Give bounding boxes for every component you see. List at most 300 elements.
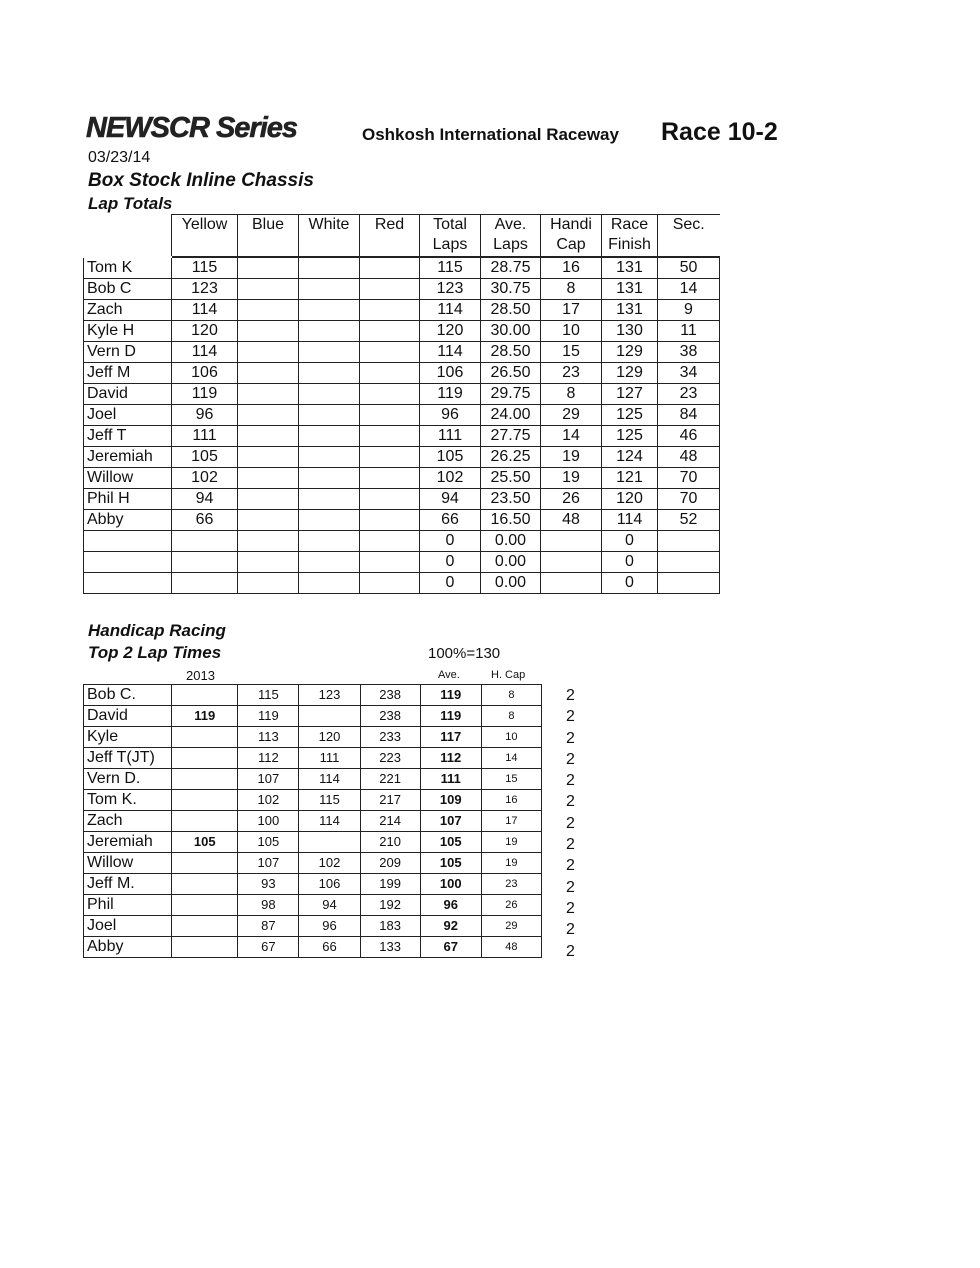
cell-lap2: 96 bbox=[299, 916, 360, 937]
cell-finish: 131 bbox=[602, 279, 658, 300]
cell-ave: 29.75 bbox=[481, 384, 541, 405]
cell-red bbox=[360, 510, 420, 531]
cell-name bbox=[84, 573, 172, 594]
cell-ave: 28.50 bbox=[481, 342, 541, 363]
cell-total: 119 bbox=[420, 384, 481, 405]
cell-ave: 26.50 bbox=[481, 363, 541, 384]
cell-name: Jeremiah bbox=[84, 832, 172, 853]
cell-finish: 129 bbox=[602, 342, 658, 363]
cell-name: Kyle H bbox=[84, 321, 172, 342]
cell-lap2 bbox=[299, 832, 360, 853]
table-row bbox=[84, 257, 720, 279]
cell-name: Jeff M. bbox=[84, 874, 172, 895]
cell-name bbox=[84, 552, 172, 573]
race-count: 2 bbox=[566, 687, 575, 704]
cell-lap2: 114 bbox=[299, 811, 360, 832]
cell-white bbox=[299, 405, 360, 426]
cell-ave: 28.50 bbox=[481, 300, 541, 321]
cell-lap1: 107 bbox=[238, 769, 299, 790]
cell-ave: 119 bbox=[420, 706, 481, 727]
cell-red bbox=[360, 321, 420, 342]
cell-total: 233 bbox=[360, 727, 420, 748]
cell-ave: 109 bbox=[420, 790, 481, 811]
top-2-lap-times-heading: Top 2 Lap Times bbox=[88, 643, 222, 662]
cell-lap1: 107 bbox=[238, 853, 299, 874]
cell-ave: 96 bbox=[420, 895, 481, 916]
cell-y2013 bbox=[172, 727, 238, 748]
table-row bbox=[84, 937, 542, 958]
cell-handicap: 14 bbox=[541, 426, 602, 447]
cell-lap2: 111 bbox=[299, 748, 360, 769]
cell-hcap: 26 bbox=[481, 895, 541, 916]
cell-total: 115 bbox=[420, 257, 481, 279]
cell-handicap: 16 bbox=[541, 257, 602, 279]
cell-finish: 125 bbox=[602, 405, 658, 426]
cell-yellow: 102 bbox=[172, 468, 238, 489]
cell-red bbox=[360, 257, 420, 279]
cell-blue bbox=[238, 342, 299, 363]
table-row bbox=[84, 342, 720, 363]
lap-totals-heading: Lap Totals bbox=[88, 194, 173, 213]
cell-name: Phil bbox=[84, 895, 172, 916]
cell-total: 66 bbox=[420, 510, 481, 531]
cell-name: Tom K. bbox=[84, 790, 172, 811]
cell-y2013 bbox=[172, 895, 238, 916]
cell-name: Jeff T(JT) bbox=[84, 748, 172, 769]
cell-white bbox=[299, 279, 360, 300]
race-count-column bbox=[566, 685, 575, 962]
table-row bbox=[84, 706, 542, 727]
cell-blue bbox=[238, 300, 299, 321]
cell-yellow: 114 bbox=[172, 342, 238, 363]
cell-blue bbox=[238, 468, 299, 489]
table-row bbox=[84, 552, 720, 573]
cell-y2013 bbox=[172, 916, 238, 937]
cell-sec: 9 bbox=[658, 300, 720, 321]
cell-yellow: 119 bbox=[172, 384, 238, 405]
cell-finish: 129 bbox=[602, 363, 658, 384]
cell-yellow bbox=[172, 573, 238, 594]
cell-lap2: 123 bbox=[299, 685, 360, 706]
cell-red bbox=[360, 342, 420, 363]
cell-handicap bbox=[541, 573, 602, 594]
cell-name: Joel bbox=[84, 916, 172, 937]
cell-total: 0 bbox=[420, 552, 481, 573]
cell-name: Vern D. bbox=[84, 769, 172, 790]
cell-white bbox=[299, 531, 360, 552]
cell-ave: 25.50 bbox=[481, 468, 541, 489]
cell-y2013 bbox=[172, 769, 238, 790]
cell-finish: 125 bbox=[602, 426, 658, 447]
cell-hcap: 29 bbox=[481, 916, 541, 937]
table-row bbox=[84, 531, 720, 552]
cell-y2013 bbox=[172, 811, 238, 832]
race-count: 2 bbox=[566, 772, 575, 790]
cell-total: 210 bbox=[360, 832, 420, 853]
cell-white bbox=[299, 342, 360, 363]
cell-hcap: 19 bbox=[481, 832, 541, 853]
cell-lap1: 102 bbox=[238, 790, 299, 811]
cell-handicap: 29 bbox=[541, 405, 602, 426]
cell-yellow: 111 bbox=[172, 426, 238, 447]
table-row bbox=[84, 853, 542, 874]
cell-blue bbox=[238, 531, 299, 552]
cell-ave: 105 bbox=[420, 832, 481, 853]
cell-red bbox=[360, 447, 420, 468]
cell-blue bbox=[238, 510, 299, 531]
cell-total: 123 bbox=[420, 279, 481, 300]
cell-white bbox=[299, 468, 360, 489]
cell-blue bbox=[238, 405, 299, 426]
cell-yellow: 66 bbox=[172, 510, 238, 531]
cell-yellow: 105 bbox=[172, 447, 238, 468]
cell-handicap: 17 bbox=[541, 300, 602, 321]
cell-lap1: 119 bbox=[238, 706, 299, 727]
race-count: 2 bbox=[566, 921, 575, 939]
hcap-label: H. Cap bbox=[491, 669, 526, 681]
cell-blue bbox=[238, 384, 299, 405]
header-ave-laps: Ave. Laps bbox=[481, 215, 541, 258]
table-row bbox=[84, 468, 720, 489]
table-row bbox=[84, 811, 542, 832]
cell-name: Jeff M bbox=[84, 363, 172, 384]
cell-blue bbox=[238, 426, 299, 447]
cell-sec: 70 bbox=[658, 468, 720, 489]
cell-yellow: 96 bbox=[172, 405, 238, 426]
cell-ave: 27.75 bbox=[481, 426, 541, 447]
cell-white bbox=[299, 300, 360, 321]
cell-handicap: 23 bbox=[541, 363, 602, 384]
cell-blue bbox=[238, 489, 299, 510]
cell-lap1: 112 bbox=[238, 748, 299, 769]
header-race-finish: Race Finish bbox=[602, 215, 658, 258]
cell-lap1: 113 bbox=[238, 727, 299, 748]
cell-name: Bob C. bbox=[84, 685, 172, 706]
cell-lap1: 100 bbox=[238, 811, 299, 832]
cell-red bbox=[360, 384, 420, 405]
table-row bbox=[84, 405, 720, 426]
cell-white bbox=[299, 447, 360, 468]
cell-hcap: 8 bbox=[481, 706, 541, 727]
cell-handicap: 8 bbox=[541, 384, 602, 405]
cell-sec: 23 bbox=[658, 384, 720, 405]
race-count: 2 bbox=[566, 857, 575, 875]
cell-lap1: 67 bbox=[238, 937, 299, 958]
cell-y2013 bbox=[172, 853, 238, 874]
race-count: 2 bbox=[566, 750, 575, 768]
cell-handicap: 19 bbox=[541, 447, 602, 468]
header-sec: Sec. bbox=[658, 215, 720, 258]
table-row bbox=[84, 279, 720, 300]
table-row bbox=[84, 790, 542, 811]
cell-y2013: 119 bbox=[172, 706, 238, 727]
cell-lap1: 87 bbox=[238, 916, 299, 937]
cell-ave: 23.50 bbox=[481, 489, 541, 510]
cell-ave: 30.75 bbox=[481, 279, 541, 300]
cell-finish: 0 bbox=[602, 552, 658, 573]
cell-name: Zach bbox=[84, 300, 172, 321]
race-count: 2 bbox=[566, 814, 575, 832]
race-count: 2 bbox=[566, 942, 575, 960]
cell-sec: 70 bbox=[658, 489, 720, 510]
cell-handicap bbox=[541, 552, 602, 573]
race-count: 2 bbox=[566, 836, 575, 854]
cell-sec: 48 bbox=[658, 447, 720, 468]
cell-ave: 0.00 bbox=[481, 552, 541, 573]
cell-lap2: 94 bbox=[299, 895, 360, 916]
header-white: White bbox=[299, 215, 360, 258]
cell-blue bbox=[238, 279, 299, 300]
race-date: 03/23/14 bbox=[88, 149, 151, 166]
header-blue: Blue bbox=[238, 215, 299, 258]
handicap-table bbox=[83, 684, 542, 958]
cell-total: 217 bbox=[360, 790, 420, 811]
table-row bbox=[84, 832, 542, 853]
cell-total: 238 bbox=[360, 706, 420, 727]
cell-handicap: 26 bbox=[541, 489, 602, 510]
cell-ave: 107 bbox=[420, 811, 481, 832]
cell-ave: 111 bbox=[420, 769, 481, 790]
cell-total: 199 bbox=[360, 874, 420, 895]
cell-sec: 50 bbox=[658, 257, 720, 279]
cell-red bbox=[360, 489, 420, 510]
lap-table-header bbox=[84, 215, 720, 258]
cell-red bbox=[360, 468, 420, 489]
cell-total: 114 bbox=[420, 342, 481, 363]
table-row bbox=[84, 321, 720, 342]
cell-white bbox=[299, 384, 360, 405]
cell-red bbox=[360, 426, 420, 447]
cell-finish: 121 bbox=[602, 468, 658, 489]
header-blank bbox=[84, 215, 172, 258]
cell-sec: 46 bbox=[658, 426, 720, 447]
cell-handicap bbox=[541, 531, 602, 552]
cell-name: Jeff T bbox=[84, 426, 172, 447]
cell-name: Jeremiah bbox=[84, 447, 172, 468]
cell-lap2: 120 bbox=[299, 727, 360, 748]
cell-handicap: 15 bbox=[541, 342, 602, 363]
cell-white bbox=[299, 489, 360, 510]
cell-y2013 bbox=[172, 685, 238, 706]
cell-lap1: 93 bbox=[238, 874, 299, 895]
scale-note: 100%=130 bbox=[428, 645, 501, 662]
cell-total: 94 bbox=[420, 489, 481, 510]
cell-total: 120 bbox=[420, 321, 481, 342]
cell-total: 221 bbox=[360, 769, 420, 790]
cell-hcap: 48 bbox=[481, 937, 541, 958]
cell-total: 0 bbox=[420, 573, 481, 594]
cell-total: 114 bbox=[420, 300, 481, 321]
cell-red bbox=[360, 552, 420, 573]
cell-name: David bbox=[84, 384, 172, 405]
cell-finish: 0 bbox=[602, 531, 658, 552]
cell-y2013 bbox=[172, 937, 238, 958]
cell-red bbox=[360, 573, 420, 594]
track-name: Oshkosh International Raceway bbox=[362, 125, 619, 144]
cell-total: 96 bbox=[420, 405, 481, 426]
table-row bbox=[84, 363, 720, 384]
cell-finish: 131 bbox=[602, 257, 658, 279]
race-class: Box Stock Inline Chassis bbox=[88, 170, 314, 191]
cell-sec: 38 bbox=[658, 342, 720, 363]
table-row bbox=[84, 300, 720, 321]
cell-lap2 bbox=[299, 706, 360, 727]
header-total-laps: Total Laps bbox=[420, 215, 481, 258]
cell-total: 192 bbox=[360, 895, 420, 916]
cell-ave: 112 bbox=[420, 748, 481, 769]
cell-name bbox=[84, 531, 172, 552]
cell-yellow: 114 bbox=[172, 300, 238, 321]
cell-finish: 131 bbox=[602, 300, 658, 321]
cell-finish: 0 bbox=[602, 573, 658, 594]
year-2013-label: 2013 bbox=[186, 668, 215, 683]
cell-name: Abby bbox=[84, 510, 172, 531]
table-row bbox=[84, 573, 720, 594]
cell-yellow: 94 bbox=[172, 489, 238, 510]
cell-total: 223 bbox=[360, 748, 420, 769]
cell-ave: 0.00 bbox=[481, 573, 541, 594]
table-row bbox=[84, 510, 720, 531]
cell-lap1: 105 bbox=[238, 832, 299, 853]
series-title: NEWSCR Series bbox=[86, 112, 298, 144]
cell-hcap: 17 bbox=[481, 811, 541, 832]
table-row bbox=[84, 426, 720, 447]
cell-handicap: 10 bbox=[541, 321, 602, 342]
cell-handicap: 8 bbox=[541, 279, 602, 300]
cell-name: Bob C bbox=[84, 279, 172, 300]
cell-lap2: 66 bbox=[299, 937, 360, 958]
table-row bbox=[84, 916, 542, 937]
cell-sec: 14 bbox=[658, 279, 720, 300]
cell-yellow bbox=[172, 552, 238, 573]
table-row bbox=[84, 748, 542, 769]
cell-name: Willow bbox=[84, 468, 172, 489]
cell-name: David bbox=[84, 706, 172, 727]
cell-name: Phil H bbox=[84, 489, 172, 510]
cell-yellow: 106 bbox=[172, 363, 238, 384]
cell-total: 106 bbox=[420, 363, 481, 384]
cell-ave: 16.50 bbox=[481, 510, 541, 531]
cell-total: 0 bbox=[420, 531, 481, 552]
cell-name: Zach bbox=[84, 811, 172, 832]
cell-sec bbox=[658, 573, 720, 594]
race-count: 2 bbox=[566, 878, 575, 896]
cell-blue bbox=[238, 552, 299, 573]
cell-blue bbox=[238, 447, 299, 468]
cell-white bbox=[299, 363, 360, 384]
table-row bbox=[84, 384, 720, 405]
cell-y2013 bbox=[172, 790, 238, 811]
cell-hcap: 19 bbox=[481, 853, 541, 874]
cell-ave: 117 bbox=[420, 727, 481, 748]
table-row bbox=[84, 874, 542, 895]
cell-sec: 84 bbox=[658, 405, 720, 426]
cell-sec: 52 bbox=[658, 510, 720, 531]
cell-finish: 114 bbox=[602, 510, 658, 531]
cell-y2013 bbox=[172, 874, 238, 895]
table-row bbox=[84, 769, 542, 790]
cell-ave: 92 bbox=[420, 916, 481, 937]
table-row bbox=[84, 895, 542, 916]
cell-ave: 26.25 bbox=[481, 447, 541, 468]
cell-ave: 28.75 bbox=[481, 257, 541, 279]
header-handicap: Handi Cap bbox=[541, 215, 602, 258]
cell-yellow bbox=[172, 531, 238, 552]
race-count: 2 bbox=[566, 729, 575, 747]
cell-lap1: 115 bbox=[238, 685, 299, 706]
cell-sec: 34 bbox=[658, 363, 720, 384]
race-number: Race 10-2 bbox=[661, 118, 778, 146]
cell-yellow: 123 bbox=[172, 279, 238, 300]
cell-white bbox=[299, 552, 360, 573]
cell-lap2: 115 bbox=[299, 790, 360, 811]
cell-red bbox=[360, 279, 420, 300]
cell-hcap: 23 bbox=[481, 874, 541, 895]
cell-blue bbox=[238, 321, 299, 342]
cell-lap1: 98 bbox=[238, 895, 299, 916]
table-row bbox=[84, 685, 542, 706]
cell-handicap: 19 bbox=[541, 468, 602, 489]
cell-red bbox=[360, 531, 420, 552]
cell-total: 183 bbox=[360, 916, 420, 937]
cell-name: Vern D bbox=[84, 342, 172, 363]
cell-total: 209 bbox=[360, 853, 420, 874]
cell-total: 111 bbox=[420, 426, 481, 447]
cell-white bbox=[299, 426, 360, 447]
cell-ave: 119 bbox=[420, 685, 481, 706]
table-row bbox=[84, 447, 720, 468]
cell-ave: 30.00 bbox=[481, 321, 541, 342]
cell-sec: 11 bbox=[658, 321, 720, 342]
cell-lap2: 106 bbox=[299, 874, 360, 895]
cell-ave: 0.00 bbox=[481, 531, 541, 552]
cell-red bbox=[360, 300, 420, 321]
cell-ave: 100 bbox=[420, 874, 481, 895]
cell-hcap: 14 bbox=[481, 748, 541, 769]
cell-ave: 24.00 bbox=[481, 405, 541, 426]
cell-total: 105 bbox=[420, 447, 481, 468]
table-row bbox=[84, 727, 542, 748]
cell-sec bbox=[658, 552, 720, 573]
cell-yellow: 115 bbox=[172, 257, 238, 279]
cell-white bbox=[299, 510, 360, 531]
handicap-racing-heading: Handicap Racing bbox=[88, 621, 226, 640]
cell-ave: 105 bbox=[420, 853, 481, 874]
race-count: 2 bbox=[566, 793, 575, 811]
cell-blue bbox=[238, 573, 299, 594]
cell-yellow: 120 bbox=[172, 321, 238, 342]
cell-hcap: 10 bbox=[481, 727, 541, 748]
cell-total: 214 bbox=[360, 811, 420, 832]
race-count: 2 bbox=[566, 708, 575, 726]
ave-label: Ave. bbox=[438, 669, 460, 681]
cell-finish: 127 bbox=[602, 384, 658, 405]
cell-name: Kyle bbox=[84, 727, 172, 748]
cell-total: 133 bbox=[360, 937, 420, 958]
header-yellow: Yellow bbox=[172, 215, 238, 258]
cell-white bbox=[299, 321, 360, 342]
cell-name: Joel bbox=[84, 405, 172, 426]
cell-hcap: 15 bbox=[481, 769, 541, 790]
cell-white bbox=[299, 257, 360, 279]
cell-name: Abby bbox=[84, 937, 172, 958]
cell-lap2: 114 bbox=[299, 769, 360, 790]
cell-blue bbox=[238, 257, 299, 279]
cell-y2013 bbox=[172, 748, 238, 769]
table-row bbox=[84, 489, 720, 510]
cell-red bbox=[360, 363, 420, 384]
cell-name: Tom K bbox=[84, 257, 172, 279]
